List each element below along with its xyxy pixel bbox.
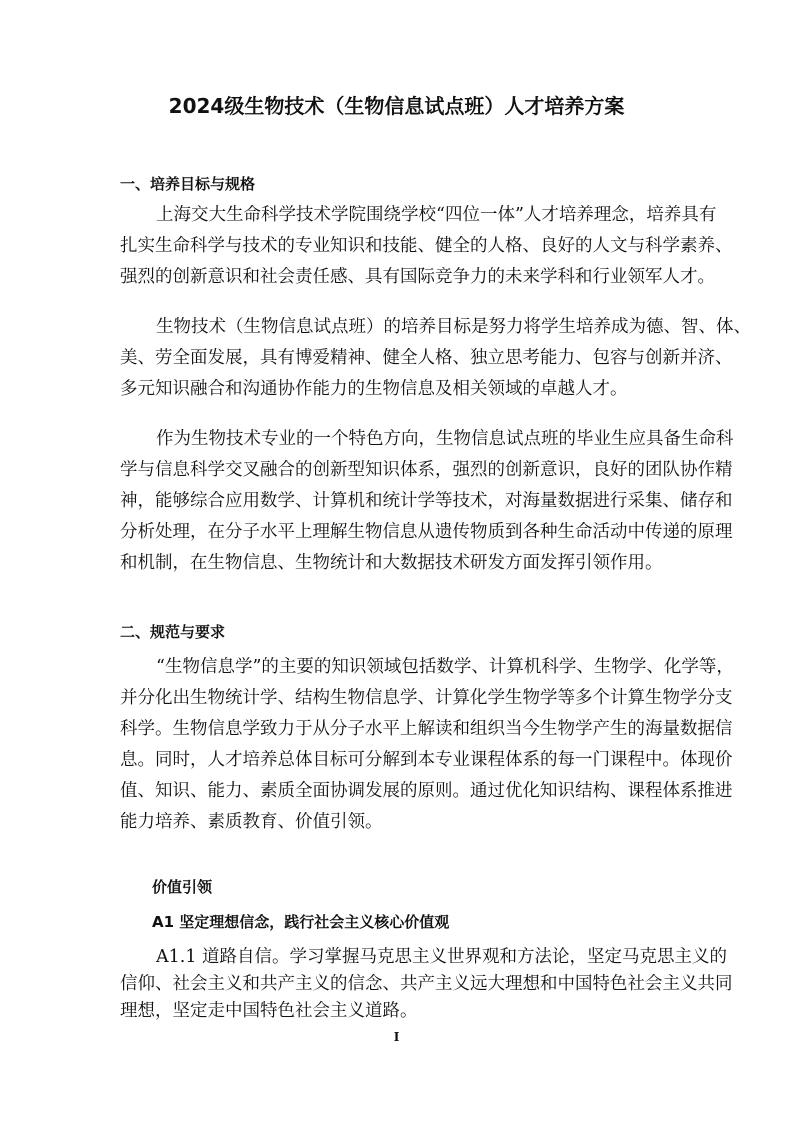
paragraph xyxy=(120,652,734,838)
text-line: A1.1 道路自信。学习掌握马克思主义世界观和方法论，坚定马克思主义的 xyxy=(156,947,728,967)
text-line: 信仰、社会主义和共产主义的信念、共产主义远大理想和中国特色社会主义共同 xyxy=(120,974,733,994)
text-line: 值、知识、能力、素质全面协调发展的原则。通过优化知识结构、课程体系推进 xyxy=(120,781,733,801)
text-line: 生物技术（生物信息试点班）的培养目标是努力将学生培养成为德、智、体、 xyxy=(156,317,751,337)
text-line: 上海交大生命科学技术学院围绕学校“四位一体”人才培养理念，培养具有 xyxy=(156,205,717,225)
text-line: 学与信息科学交叉融合的创新型知识体系，强烈的创新意识，良好的团队协作精 xyxy=(120,460,733,480)
text-line: 分析处理，在分子水平上理解生物信息从遗传物质到各种生命活动中传递的原理 xyxy=(120,522,733,542)
paragraph xyxy=(120,312,751,405)
text-line: 息。同时，人才培养总体目标可分解到本专业课程体系的每一门课程中。体现价 xyxy=(120,750,733,770)
text-line: “生物信息学”的主要的知识领域包括数学、计算机科学、生物学、化学等， xyxy=(156,657,734,677)
text-line: 理想，坚定走中国特色社会主义道路。 xyxy=(120,1001,418,1021)
text-line: 美、劳全面发展，具有博爱精神、健全人格、独立思考能力、包容与创新并济、 xyxy=(120,348,733,368)
text-line: 多元知识融合和沟通协作能力的生物信息及相关领域的卓越人才。 xyxy=(120,379,628,399)
section-heading-1: 一、培养目标与规格 xyxy=(120,175,256,193)
section-heading-2: 二、规范与要求 xyxy=(120,623,226,641)
text-line: 作为生物技术专业的一个特色方向，生物信息试点班的毕业生应具备生命科 xyxy=(156,429,734,449)
text-line: 并分化出生物统计学、结构生物信息学、计算化学生物学等多个计算生物学分支 xyxy=(120,688,733,708)
page-number: I xyxy=(393,1030,400,1044)
text-line: 强烈的创新意识和社会责任感、具有国际竞争力的未来学科和行业领军人才。 xyxy=(120,267,715,287)
text-line: 科学。生物信息学致力于从分子水平上解读和组织当今生物学产生的海量数据信 xyxy=(120,719,733,739)
paragraph xyxy=(120,424,734,579)
paragraph xyxy=(120,944,733,1025)
paragraph xyxy=(120,200,733,293)
document-title: 2024级生物技术（生物信息试点班）人才培养方案 xyxy=(168,94,625,118)
subsection-heading: 价值引领 xyxy=(152,878,213,896)
text-line: 能力培养、素质教育、价值引领。 xyxy=(120,812,383,832)
text-line: 神，能够综合应用数学、计算机和统计学等技术，对海量数据进行采集、储存和 xyxy=(120,491,733,511)
text-line: 扎实生命科学与技术的专业知识和技能、健全的人格、良好的人文与科学素养、 xyxy=(120,236,733,256)
text-line: 和机制，在生物信息、生物统计和大数据技术研发方面发挥引领作用。 xyxy=(120,553,663,573)
item-heading-a1: A1 坚定理想信念，践行社会主义核心价值观 xyxy=(152,913,450,931)
